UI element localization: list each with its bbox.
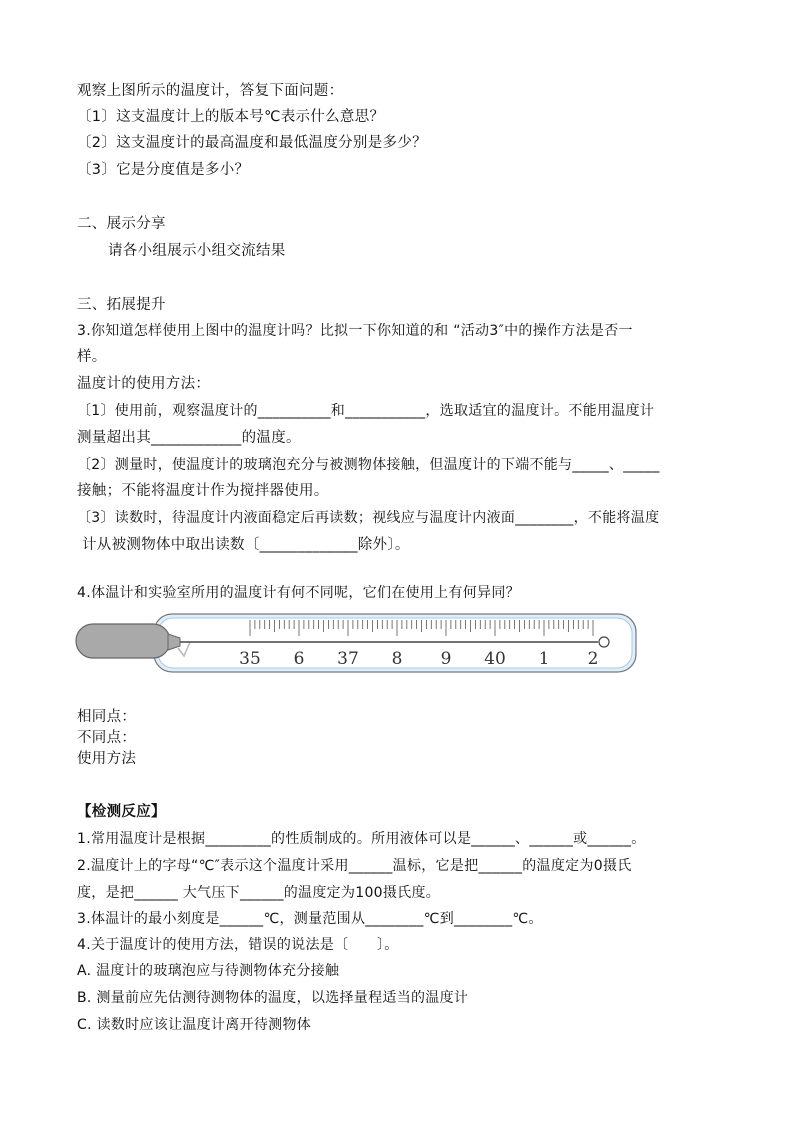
option-c: C. 读数时应该让温度计离开待测物体	[77, 1017, 312, 1033]
scale-label: 35	[239, 649, 261, 669]
check-section-title: 【检测反应】	[77, 804, 166, 820]
scale-label: 6	[293, 649, 305, 669]
scale-label: 2	[587, 649, 599, 669]
item-3-line-2: 样。	[77, 349, 107, 365]
question-2: 〔2〕这支温度计的最高温度和最低温度分别是多少？	[77, 135, 427, 151]
check-1: 1.常用温度计是根据_________的性质制成的。所用液体可以是______、______或______。	[77, 831, 646, 847]
section-2-body: 请各小组展示小组交流结果	[108, 243, 286, 259]
usage-3-line-2: 计从被测物体中取出读数〔_____________除外〕。	[82, 537, 410, 553]
usage-1-line-1: 〔1〕使用前，观察温度计的__________和___________，选取适宜的温度计。不能用温度计	[77, 403, 655, 419]
item-4: 4.体温计和实验室所用的温度计有何不同呢，它们在使用上有何异同？	[77, 585, 520, 601]
check-2-line-2: 度，是把______ 大气压下______的温度定为100摄氏度。	[77, 885, 441, 901]
scale-label: 9	[440, 649, 452, 669]
clinical-thermometer-figure	[74, 612, 638, 674]
usage-title: 温度计的使用方法：	[77, 376, 211, 392]
option-a: A. 温度计的玻璃泡应与待测物体充分接触	[77, 963, 340, 979]
check-3: 3.体温计的最小刻度是______℃，测量范围从________℃到________℃。	[77, 911, 543, 927]
question-3: 〔3〕它是分度值是多小？	[77, 162, 250, 178]
section-3-title: 三、拓展提升	[77, 297, 166, 313]
same-points-label: 相同点：	[77, 709, 137, 725]
usage-method-label: 使用方法	[77, 751, 137, 767]
scale-label: 8	[391, 649, 403, 669]
scale-label: 37	[337, 649, 359, 669]
thermometer-capillary-end	[599, 637, 609, 647]
scale-label: 40	[484, 649, 506, 669]
section-2-title: 二、展示分享	[77, 216, 166, 232]
check-2-line-1: 2.温度计上的字母“℃″表示这个温度计采用______温标，它是把______的温度定为0摄氏	[77, 858, 632, 874]
question-intro: 观察上图所示的温度计，答复下面问题：	[77, 83, 344, 99]
usage-1-line-2: 测量超出其____________的温度。	[77, 430, 301, 446]
thermometer-bulb	[76, 624, 170, 658]
check-4: 4.关于温度计的使用方法，错误的说法是〔 〕。	[77, 937, 399, 953]
question-1: 〔1〕这支温度计上的版本号℃表示什么意思？	[77, 109, 385, 125]
different-points-label: 不同点：	[77, 730, 137, 746]
usage-2-line-2: 接触；不能将温度计作为搅拌器使用。	[77, 483, 329, 499]
usage-2-line-1: 〔2〕测量时，使温度计的玻璃泡充分与被测物体接触，但温度计的下端不能与_____、_____	[77, 457, 660, 473]
item-3-line-1: 3.你知道怎样使用上图中的温度计吗？比拟一下你知道的和 “活动3″中的操作方法是否一	[77, 323, 633, 339]
scale-label: 1	[538, 649, 550, 669]
usage-3-line-1: 〔3〕读数时，待温度计内液面稳定后再读数；视线应与温度计内液面________，不能将温度	[77, 510, 660, 526]
option-b: B. 测量前应先估测待测物体的温度，以选择量程适当的温度计	[77, 990, 469, 1006]
